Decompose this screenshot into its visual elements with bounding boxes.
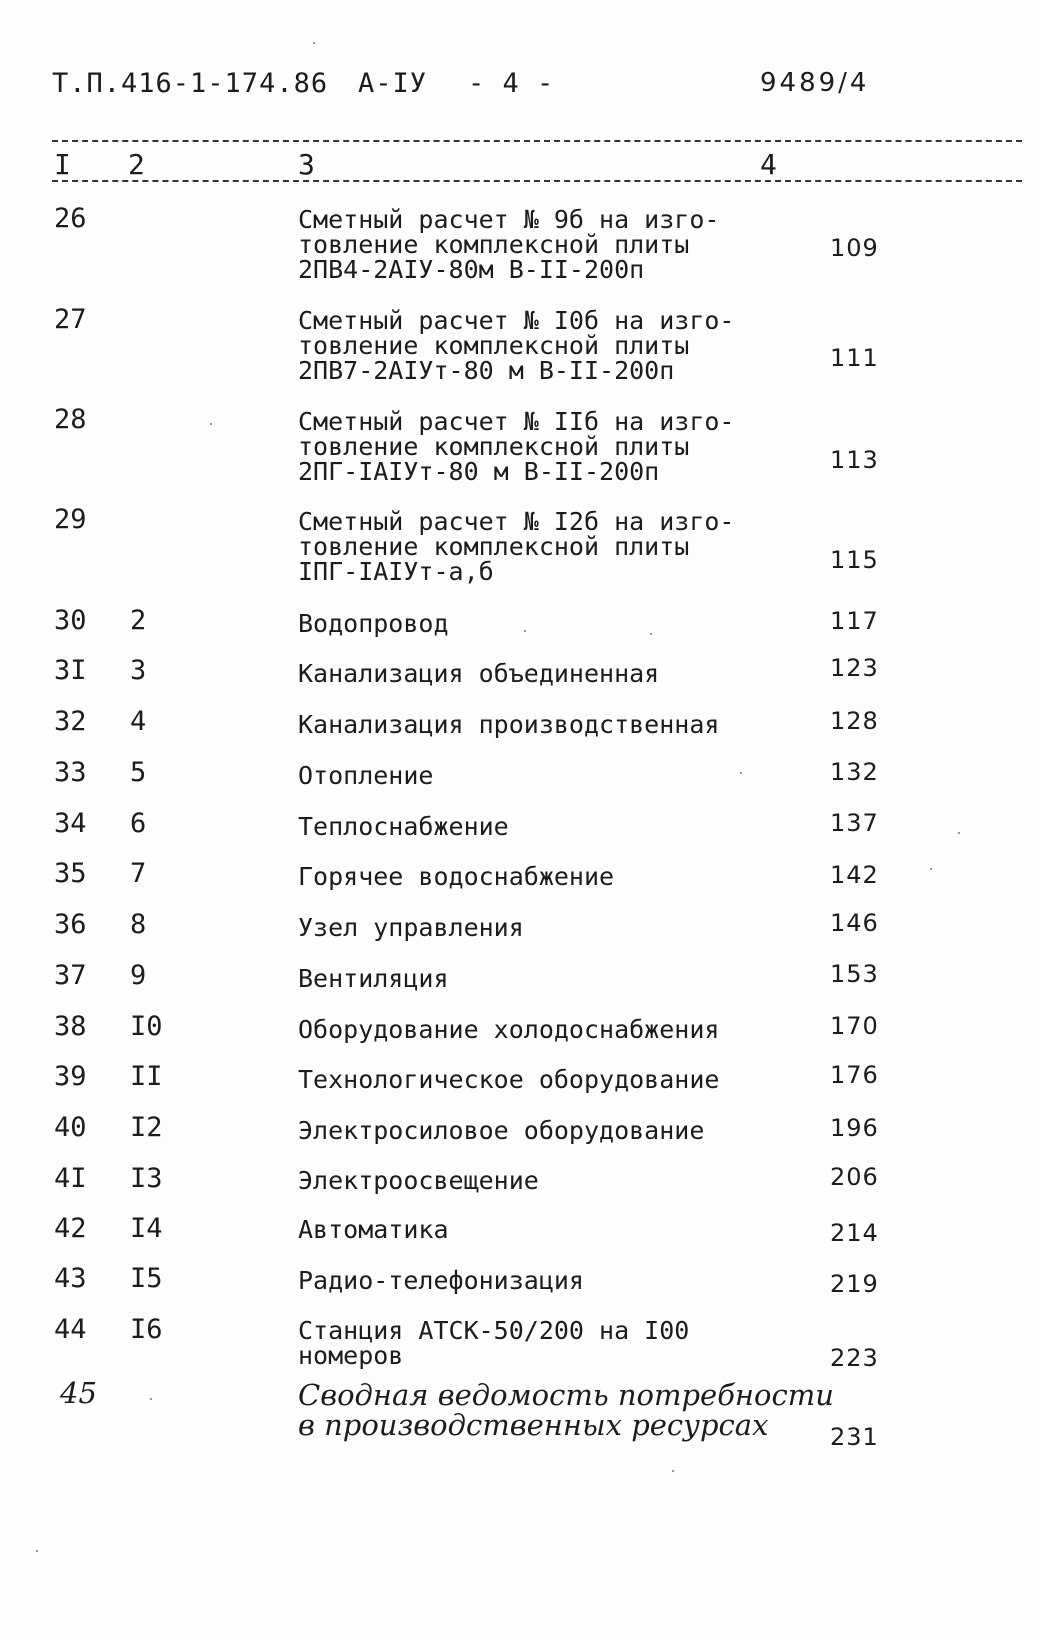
row-page: 231 [830, 1423, 879, 1451]
header-rule-bottom [52, 180, 1022, 182]
row-number: 39 [54, 1061, 87, 1092]
row-number: 35 [54, 858, 87, 889]
row-number: 33 [54, 757, 87, 788]
row-title: Сметный расчет № I0б на изго- товление комплексной плиты 2ПВ7-2АIУт-80 м В-II-200п [298, 306, 735, 385]
column-header-4: 4 [760, 148, 777, 181]
column-header-3: 3 [298, 148, 315, 181]
row-title: Теплоснабжение [298, 812, 509, 841]
row-number: 36 [54, 909, 87, 940]
scan-speck [740, 772, 742, 774]
project-code: Т.П.416-1-174.86 [52, 68, 329, 99]
scan-speck [524, 630, 526, 632]
row-title: Отопление [298, 761, 434, 790]
row-title: Сметный расчет № I2б на изго- товление комплексной плиты IПГ-IАIУт-а,б [298, 507, 735, 586]
row-title: Узел управления [298, 913, 524, 942]
row-title: Станция АТСК-50/200 на I00 номеров [298, 1316, 690, 1370]
handwritten-row-title: Сводная ведомость потребности в производственных ресурсах [298, 1378, 834, 1442]
sheet-label: А-IУ [358, 68, 428, 99]
row-number: 34 [54, 808, 87, 839]
row-number: 32 [54, 706, 87, 737]
row-page: 115 [830, 546, 879, 574]
row-page: 142 [830, 861, 879, 889]
row-page: 109 [830, 234, 879, 262]
scan-speck [930, 868, 932, 870]
row-page: 170 [830, 1012, 879, 1040]
row-number: 4I [54, 1163, 87, 1194]
row-title: Вентиляция [298, 964, 449, 993]
row-section: 7 [130, 858, 147, 889]
column-header-1: I [54, 148, 71, 181]
row-number: 43 [54, 1263, 87, 1294]
column-header-2: 2 [128, 148, 145, 181]
row-title: Горячее водоснабжение [298, 862, 615, 891]
row-page: 223 [830, 1344, 879, 1372]
row-title: Автоматика [298, 1215, 449, 1244]
row-title: Оборудование холодоснабжения [298, 1015, 720, 1044]
row-page: 206 [830, 1163, 879, 1191]
scan-speck [672, 1470, 674, 1472]
row-page: 214 [830, 1219, 879, 1247]
row-title: Электросиловое оборудование [298, 1116, 705, 1145]
row-title: Канализация объединенная [298, 659, 660, 688]
row-section: 4 [130, 706, 147, 737]
scan-speck [36, 1550, 38, 1552]
row-title: Технологическое оборудование [298, 1065, 720, 1094]
row-title: Электроосвещение [298, 1166, 539, 1195]
row-number: 44 [54, 1314, 87, 1345]
scan-speck [313, 42, 315, 44]
row-section: 2 [130, 605, 147, 636]
row-page: 196 [830, 1114, 879, 1142]
row-number: 26 [54, 203, 87, 234]
row-number: 37 [54, 960, 87, 991]
scan-speck [650, 633, 652, 635]
row-section: 8 [130, 909, 147, 940]
row-title: Канализация производственная [298, 710, 720, 739]
scan-speck [958, 832, 960, 834]
row-section: I2 [130, 1112, 163, 1143]
row-section: 3 [130, 655, 147, 686]
row-section: 5 [130, 757, 147, 788]
header-rule-top [52, 140, 1022, 142]
row-number: 29 [54, 504, 87, 535]
row-title: Сметный расчет № IIб на изго- товление комплексной плиты 2ПГ-IАIУт-80 м В-II-200п [298, 407, 735, 486]
row-number: 3I [54, 655, 87, 686]
row-page: 117 [830, 607, 879, 635]
row-page: 219 [830, 1270, 879, 1298]
row-title: Сметный расчет № 9б на изго- товление комплексной плиты 2ПВ4-2АIУ-80м В-II-200п [298, 205, 720, 284]
row-title: Водопровод [298, 609, 449, 638]
row-page: 137 [830, 809, 879, 837]
row-page: 176 [830, 1061, 879, 1089]
row-section: I3 [130, 1163, 163, 1194]
row-section: 9 [130, 960, 147, 991]
row-page: 123 [830, 654, 879, 682]
row-number: 30 [54, 605, 87, 636]
row-section: I4 [130, 1213, 163, 1244]
scan-speck [150, 1398, 152, 1400]
row-number: 40 [54, 1112, 87, 1143]
row-page: 111 [830, 344, 879, 372]
row-page: 132 [830, 758, 879, 786]
row-page: 113 [830, 446, 879, 474]
row-section: II [130, 1061, 163, 1092]
row-page: 153 [830, 960, 879, 988]
row-page: 146 [830, 909, 879, 937]
row-section: 6 [130, 808, 147, 839]
row-number: 28 [54, 404, 87, 435]
archive-reference: 9489/4 [760, 68, 870, 98]
row-section: I6 [130, 1314, 163, 1345]
row-section: I0 [130, 1011, 163, 1042]
row-title: Радио-телефонизация [298, 1266, 584, 1295]
row-section: I5 [130, 1263, 163, 1294]
row-page: 128 [830, 707, 879, 735]
row-number: 42 [54, 1213, 87, 1244]
page-number: - 4 - [468, 68, 555, 99]
row-number: 27 [54, 304, 87, 335]
scan-speck [210, 423, 212, 425]
row-number: 38 [54, 1011, 87, 1042]
handwritten-row-number: 45 [60, 1376, 97, 1410]
